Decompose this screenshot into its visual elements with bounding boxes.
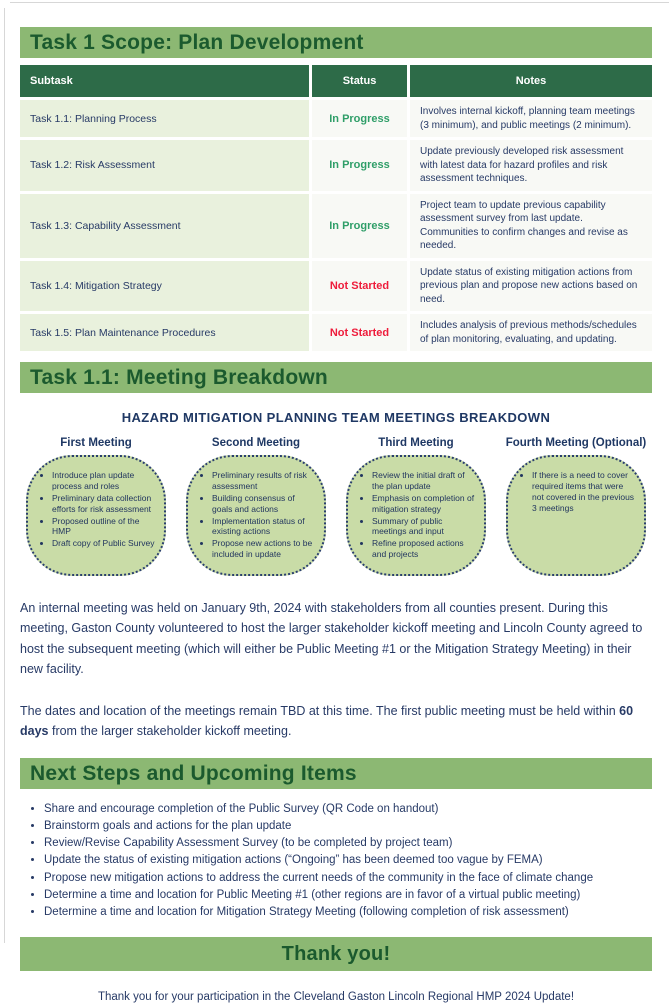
next-steps-list bbox=[20, 801, 652, 922]
meeting-heading-second: Second Meeting bbox=[211, 437, 301, 449]
next-step-item: • Share and encourage completion of the Public Survey (QR Code on handout) bbox=[44, 801, 652, 818]
page-edge-top bbox=[10, 2, 669, 3]
meeting-circle-second bbox=[186, 455, 326, 576]
body-paragraph-2 bbox=[20, 701, 652, 742]
meeting-column-third bbox=[340, 437, 492, 576]
meeting-item: • Propose new actions to be included in update bbox=[212, 538, 316, 560]
next-step-item: • Review/Revise Capability Assessment Survey (to be completed by project team) bbox=[44, 835, 652, 852]
next-step-item: • Propose new mitigation actions to address the current needs of the community in the face of climate change bbox=[44, 870, 652, 887]
meeting-item: • Preliminary data collection efforts for risk assessment bbox=[52, 493, 156, 515]
table-row-4-subtask: Task 1.4: Mitigation Strategy bbox=[20, 261, 309, 312]
meeting-column-second bbox=[180, 437, 332, 576]
table-row-3-notes: Project team to update previous capability assessment survey from last update. Communities to confirm changes and revise as needed. bbox=[410, 194, 652, 258]
table-row-1-status-badge: In Progress bbox=[312, 100, 407, 137]
diagram-title: HAZARD MITIGATION PLANNING TEAM MEETINGS BREAKDOWN bbox=[121, 410, 551, 425]
meeting-breakdown-banner bbox=[20, 362, 652, 393]
task-scope-title: Task 1 Scope: Plan Development bbox=[30, 31, 364, 54]
meeting-item: • Preliminary results of risk assessment bbox=[212, 470, 316, 492]
meeting-column-fourth bbox=[500, 437, 652, 576]
table-row-1-subtask: Task 1.1: Planning Process bbox=[20, 100, 309, 137]
paragraph-2-text: The dates and location of the meetings remain TBD at this time. The first public meeting must be held within bbox=[20, 704, 620, 718]
table-row-5-notes: Includes analysis of previous methods/schedules of plan monitoring, evaluating, and updating. bbox=[410, 314, 652, 351]
subtask-table bbox=[20, 65, 652, 351]
column-header-status: Status bbox=[312, 65, 407, 97]
meetings-diagram bbox=[20, 437, 652, 576]
column-header-notes: Notes bbox=[410, 65, 652, 97]
page-edge-left bbox=[4, 8, 5, 943]
meeting-breakdown-title: Task 1.1: Meeting Breakdown bbox=[30, 366, 328, 389]
meeting-item: • Review the initial draft of the plan update bbox=[372, 470, 476, 492]
next-step-item: • Determine a time and location for Public Meeting #1 (other regions are in favor of a virtual public meeting) bbox=[44, 887, 652, 904]
meeting-circle-fourth bbox=[506, 455, 646, 576]
table-row-5-subtask: Task 1.5: Plan Maintenance Procedures bbox=[20, 314, 309, 351]
meeting-item: • Refine proposed actions and projects bbox=[372, 538, 476, 560]
table-row-4-notes: Update status of existing mitigation actions from previous plan and propose new actions based on need. bbox=[410, 261, 652, 312]
meeting-item: • Proposed outline of the HMP bbox=[52, 516, 156, 538]
table-row-2-notes: Update previously developed risk assessment with latest data for hazard profiles and risk assessment techniques. bbox=[410, 140, 652, 191]
meeting-item: • If there is a need to cover required items that were not covered in the previous 3 meetings bbox=[532, 470, 636, 514]
next-steps-banner bbox=[20, 758, 652, 789]
table-row-5-status-badge: Not Started bbox=[312, 314, 407, 351]
table-row-1-notes: Involves internal kickoff, planning team meetings (3 minimum), and public meetings (2 minimum). bbox=[410, 100, 652, 137]
meeting-item: • Building consensus of goals and actions bbox=[212, 493, 316, 515]
thank-you-banner bbox=[20, 937, 652, 971]
table-row-3-subtask: Task 1.3: Capability Assessment bbox=[20, 194, 309, 258]
meeting-item: • Emphasis on completion of mitigation strategy bbox=[372, 493, 476, 515]
meeting-item: • Introduce plan update process and roles bbox=[52, 470, 156, 492]
paragraph-2-text-end: from the larger stakeholder kickoff meeting. bbox=[48, 724, 292, 739]
table-row-3-status-badge: In Progress bbox=[312, 194, 407, 258]
thank-you-title: Thank you! bbox=[281, 943, 391, 966]
meeting-item: • Implementation status of existing actions bbox=[212, 516, 316, 538]
page-content bbox=[20, 27, 652, 1003]
next-steps-title: Next Steps and Upcoming Items bbox=[30, 761, 357, 785]
meeting-item: • Draft copy of Public Survey bbox=[52, 538, 156, 549]
column-header-subtask: Subtask bbox=[20, 65, 309, 97]
paragraph-2-bold: 60 days bbox=[20, 704, 634, 739]
thank-you-message: Thank you for your participation in the Cleveland Gaston Lincoln Regional HMP 2024 Update! bbox=[97, 991, 575, 1003]
meeting-circle-third bbox=[346, 455, 486, 576]
meeting-heading-fourth: Fourth Meeting (Optional) bbox=[505, 437, 647, 449]
next-step-item: • Update the status of existing mitigation actions (“Ongoing” has been deemed too vague by FEMA) bbox=[44, 852, 652, 869]
meeting-heading-first: First Meeting bbox=[60, 437, 132, 449]
body-paragraph-1: An internal meeting was held on January 9th, 2024 with stakeholders from all counties present. During this meeting, Gaston County volunteered to host the larger stakeholder kickoff meeting and Lincoln County agreed to host the subsequent meeting (which will either be Public Meeting #1 or the Mitigation Strategy Meeting) in their new facility. bbox=[20, 601, 643, 676]
task-scope-banner bbox=[20, 27, 652, 58]
meeting-column-first bbox=[20, 437, 172, 576]
meeting-item: • Summary of public meetings and input bbox=[372, 516, 476, 538]
meeting-heading-third: Third Meeting bbox=[378, 437, 454, 449]
next-step-item: • Brainstorm goals and actions for the plan update bbox=[44, 818, 652, 835]
meeting-circle-first bbox=[26, 455, 166, 576]
next-step-item: • Determine a time and location for Mitigation Strategy Meeting (following completion of risk assessment) bbox=[44, 904, 652, 921]
table-row-2-subtask: Task 1.2: Risk Assessment bbox=[20, 140, 309, 191]
table-row-4-status-badge: Not Started bbox=[312, 261, 407, 312]
table-row-2-status-badge: In Progress bbox=[312, 140, 407, 191]
